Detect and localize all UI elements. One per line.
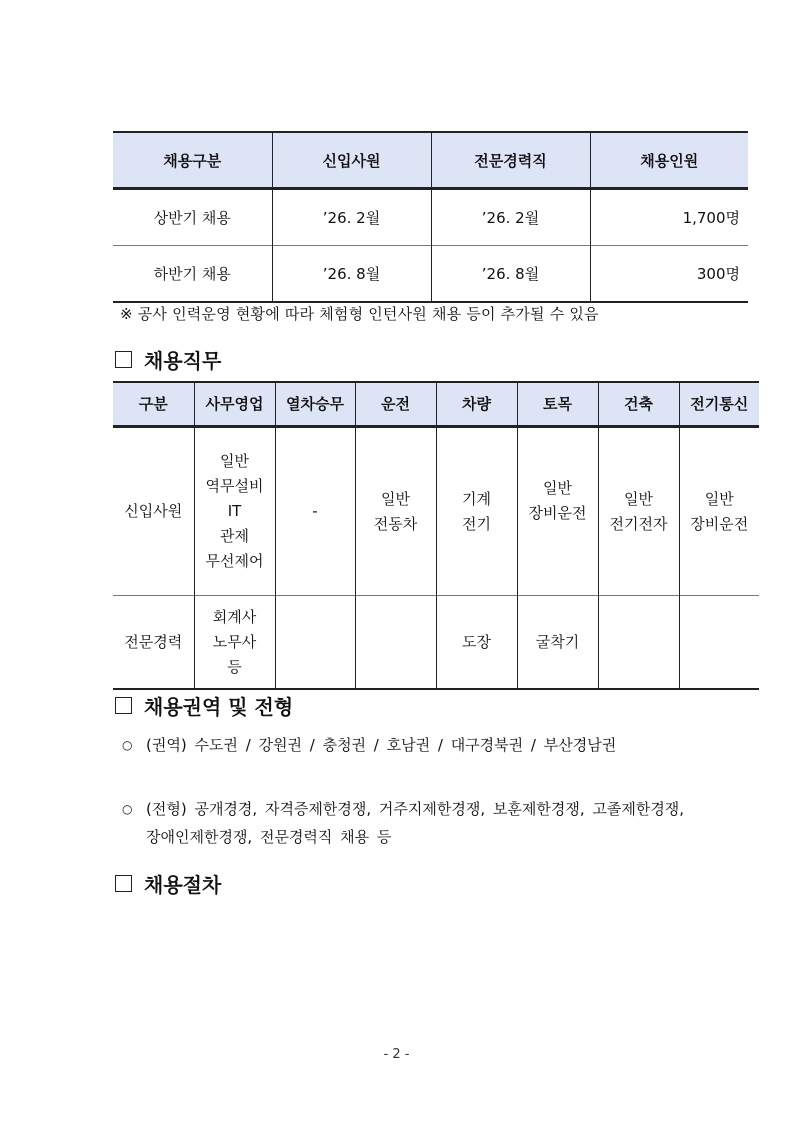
footnote: ※ 공사 인력운영 현황에 따라 체험형 인턴사원 채용 등이 추가될 수 있음 bbox=[120, 305, 599, 323]
table-cell: 하반기 채용 bbox=[113, 246, 272, 303]
table-header-row bbox=[113, 132, 748, 189]
column-header: 차량 bbox=[436, 382, 517, 427]
table-cell: 300명 bbox=[590, 246, 748, 303]
table-row bbox=[113, 246, 748, 303]
cell-line: 관제 bbox=[220, 527, 249, 545]
table-cell bbox=[517, 427, 598, 596]
column-header: 건축 bbox=[598, 382, 679, 427]
section-heading-process bbox=[115, 869, 221, 898]
page-number: - 2 - bbox=[383, 1047, 410, 1062]
table-cell bbox=[275, 427, 355, 596]
cell-line: - bbox=[312, 502, 318, 520]
row-label: 전문경력 bbox=[113, 596, 194, 690]
cell-line: 일반 bbox=[220, 452, 249, 470]
table-cell bbox=[355, 427, 436, 596]
table-cell bbox=[436, 427, 517, 596]
column-header: 채용구분 bbox=[113, 132, 272, 189]
table-cell bbox=[436, 596, 517, 690]
cell-line: 무선제어 bbox=[205, 552, 264, 570]
table-row bbox=[113, 189, 748, 246]
table-header-row bbox=[113, 382, 759, 427]
table-cell bbox=[598, 427, 679, 596]
table-cell bbox=[194, 596, 275, 690]
column-header: 사무영업 bbox=[194, 382, 275, 427]
section-title: 채용절차 bbox=[144, 873, 222, 897]
table-cell: ’26. 8월 bbox=[272, 246, 431, 303]
checkbox-square-icon bbox=[115, 875, 132, 892]
cell-line: 기계 bbox=[462, 489, 491, 508]
checkbox-square-icon bbox=[115, 351, 132, 368]
cell-line: 장비운전 bbox=[690, 514, 749, 533]
table-cell-empty bbox=[355, 596, 436, 690]
cell-line: 일반 bbox=[543, 478, 572, 497]
cell-line: 일반 bbox=[381, 489, 410, 508]
column-header: 열차승무 bbox=[275, 382, 355, 427]
table-cell: 상반기 채용 bbox=[113, 189, 272, 246]
column-header: 전기통신 bbox=[679, 382, 759, 427]
cell-line: 굴착기 bbox=[535, 632, 580, 651]
table-cell: ’26. 2월 bbox=[431, 189, 590, 246]
section-title: 채용직무 bbox=[144, 349, 222, 373]
bullet-item-selection bbox=[122, 795, 692, 851]
circle-bullet-icon: ○ bbox=[122, 802, 133, 816]
cell-line: 장비운전 bbox=[528, 503, 587, 522]
cell-line: 회계사 bbox=[212, 607, 257, 626]
column-header: 토목 bbox=[517, 382, 598, 427]
table-cell bbox=[679, 427, 759, 596]
checkbox-square-icon bbox=[115, 697, 132, 714]
cell-line: 역무설비 bbox=[205, 477, 264, 495]
cell-line: 일반 bbox=[704, 489, 734, 508]
column-header: 구분 bbox=[113, 382, 194, 427]
table-row-new-hire bbox=[113, 427, 759, 596]
row-label: 신입사원 bbox=[113, 427, 194, 596]
cell-line: 전동차 bbox=[373, 514, 418, 533]
section-heading-jobs bbox=[115, 345, 221, 374]
cell-line: 전기전자 bbox=[609, 514, 668, 533]
table-cell: ’26. 2월 bbox=[272, 189, 431, 246]
cell-line: IT bbox=[227, 502, 242, 520]
section-heading-region bbox=[115, 691, 293, 720]
column-header: 채용인원 bbox=[590, 132, 748, 189]
cell-line: 노무사 bbox=[212, 632, 257, 651]
cell-line: 등 bbox=[227, 657, 242, 676]
table-cell: 1,700명 bbox=[590, 189, 748, 246]
column-header: 운전 bbox=[355, 382, 436, 427]
column-header: 신입사원 bbox=[272, 132, 431, 189]
table-cell-empty bbox=[679, 596, 759, 690]
bullet-item-region bbox=[122, 731, 692, 759]
table-row-experienced bbox=[113, 596, 759, 690]
circle-bullet-icon: ○ bbox=[122, 738, 133, 752]
bullet-text: (전형) 공개경경, 자격증제한경쟁, 거주지제한경쟁, 보훈제한경쟁, 고졸제한경쟁, 장애인제한경쟁, 전문경력직 채용 등 bbox=[146, 800, 685, 846]
table-cell-empty bbox=[275, 596, 355, 690]
bullet-text: (권역) 수도권 / 강원권 / 충청권 / 호남권 / 대구경북권 / 부산경남권 bbox=[146, 736, 617, 754]
recruitment-schedule-table bbox=[113, 131, 748, 303]
job-categories-table bbox=[113, 381, 759, 690]
cell-line: 도장 bbox=[462, 632, 491, 651]
table-cell bbox=[194, 427, 275, 596]
cell-line: 전기 bbox=[462, 514, 491, 533]
table-cell-empty bbox=[598, 596, 679, 690]
section-title: 채용권역 및 전형 bbox=[144, 695, 294, 719]
table-cell: ’26. 8월 bbox=[431, 246, 590, 303]
cell-line: 일반 bbox=[624, 489, 653, 508]
table-cell bbox=[517, 596, 598, 690]
column-header: 전문경력직 bbox=[431, 132, 590, 189]
